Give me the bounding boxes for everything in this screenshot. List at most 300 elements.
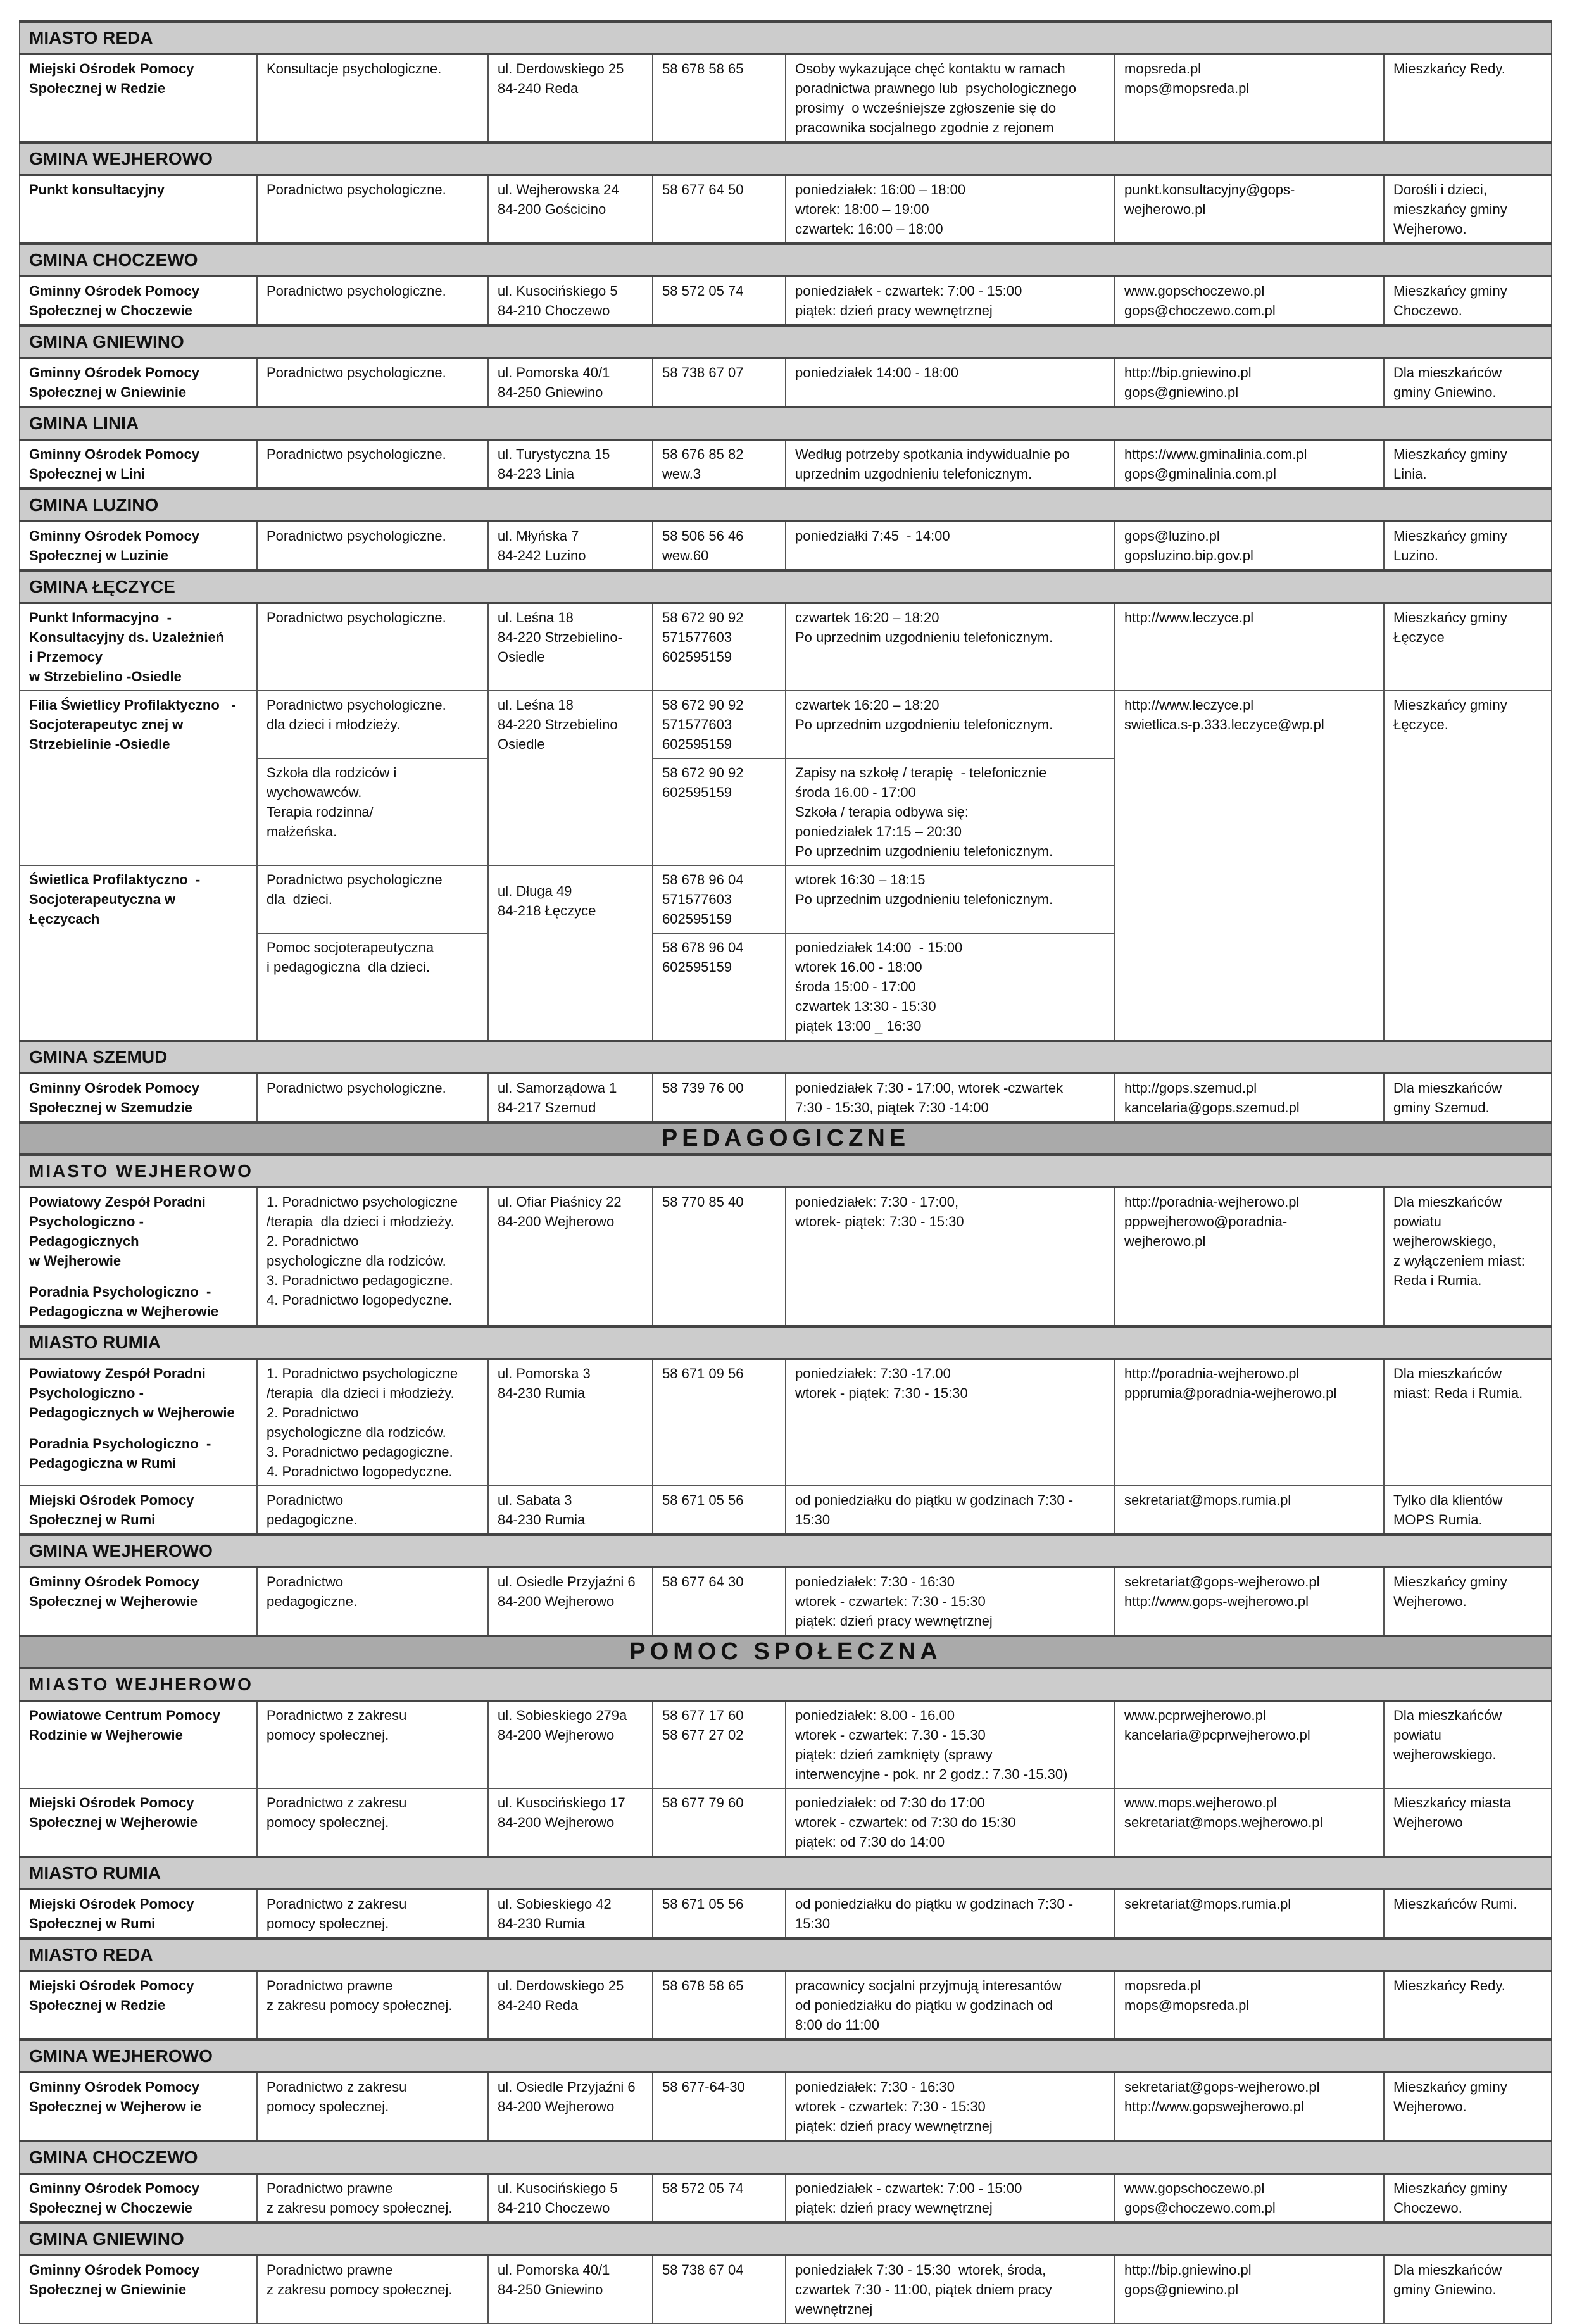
cell-line: Poradnictwo psychologiczne. xyxy=(267,283,446,299)
region-header: GMINA LUZINO xyxy=(20,489,1552,522)
cell-line: Miejski Ośrodek Pomocy xyxy=(29,1492,194,1508)
cell-line[interactable]: mopsreda.pl xyxy=(1124,1978,1202,1994)
cell-line[interactable]: gops@luzino.pl xyxy=(1124,528,1220,544)
cell-line[interactable]: http://poradnia-wejherowo.pl xyxy=(1124,1366,1300,1381)
cell-line: psychologiczne dla rodziców. xyxy=(267,1253,446,1269)
address-cell xyxy=(488,2174,653,2223)
cell-line[interactable]: sekretariat@gops-wejherowo.pl xyxy=(1124,1574,1320,1590)
cell-line[interactable]: swietlica.s-p.333.leczyce@wp.pl xyxy=(1124,717,1324,732)
cell-line: Mieszkańcy Redy. xyxy=(1393,1978,1505,1994)
cell-line[interactable]: https://www.gminalinia.com.pl xyxy=(1124,446,1307,462)
cell-line: 84-218 Łęczyce xyxy=(498,903,596,919)
cell-line: ul. Kusocińskiego 5 xyxy=(498,283,618,299)
institution-name-cell xyxy=(20,691,257,865)
hours-cell xyxy=(786,1188,1115,1327)
hours-cell xyxy=(786,1359,1115,1486)
cell-line: 84-220 Strzebielino xyxy=(498,717,618,732)
table-row xyxy=(20,2174,1552,2223)
cell-line: Poradnictwo psychologiczne. xyxy=(267,446,446,462)
cell-line: Osiedle xyxy=(498,736,545,752)
institution-name-cell xyxy=(20,1359,257,1486)
cell-line: poniedziałek - czwartek: 7:00 - 15:00 xyxy=(795,283,1022,299)
region-header: GMINA GNIEWINO xyxy=(20,325,1552,358)
target-group-cell xyxy=(1384,691,1552,1041)
region-header-row xyxy=(20,325,1552,358)
cell-line: Społecznej w Wejherowie xyxy=(29,1814,198,1830)
hours-cell xyxy=(786,54,1115,143)
cell-line: 3. Poradnictwo pedagogiczne. xyxy=(267,1444,453,1460)
cell-line[interactable]: www.pcprwejherowo.pl xyxy=(1124,1707,1266,1723)
address-cell xyxy=(488,175,653,244)
cell-line: ul. Młyńska 7 xyxy=(498,528,579,544)
cell-line[interactable]: http://www.leczyce.pl xyxy=(1124,697,1254,713)
cell-line: 84-250 Gniewino xyxy=(498,2282,603,2297)
cell-line: Terapia rodzinna/ xyxy=(267,804,374,820)
contact-cell xyxy=(1115,2256,1384,2324)
target-group-cell xyxy=(1384,277,1552,326)
cell-line: Poradnictwo z zakresu xyxy=(267,1896,407,1912)
cell-line: Mieszkańcy gminy xyxy=(1393,1574,1507,1590)
cell-line[interactable]: mops@mopsreda.pl xyxy=(1124,1997,1250,2013)
cell-line: wtorek- piątek: 7:30 - 15:30 xyxy=(795,1214,964,1229)
cell-line: z zakresu pomocy społecznej. xyxy=(267,2282,453,2297)
cell-line: ul. Derdowskiego 25 xyxy=(498,1978,624,1994)
cell-line: Pedagogicznych w Wejherowie xyxy=(29,1405,235,1421)
cell-line: 4. Poradnictwo logopedyczne. xyxy=(267,1464,453,1479)
cell-line: Powiatowe Centrum Pomocy xyxy=(29,1707,220,1723)
contact-cell xyxy=(1115,1567,1384,1636)
cell-line: gminy Szemud. xyxy=(1393,1100,1490,1115)
target-group-cell xyxy=(1384,1567,1552,1636)
cell-line: Osoby wykazujące chęć kontaktu w ramach xyxy=(795,61,1065,77)
cell-line: 58 677 17 60 xyxy=(662,1707,744,1723)
cell-line: 58 671 05 56 xyxy=(662,1896,744,1912)
target-group-cell xyxy=(1384,358,1552,408)
cell-line: Pedagogiczna w Rumi xyxy=(29,1455,177,1471)
cell-line: prosimy o wcześniejsze zgłoszenie się do xyxy=(795,100,1057,116)
cell-line[interactable]: http://www.gops-wejherowo.pl xyxy=(1124,1593,1309,1609)
service-type-cell xyxy=(257,1701,488,1789)
section-header-row xyxy=(20,1636,1552,1668)
cell-line: 58 677 79 60 xyxy=(662,1795,744,1811)
cell-line: Powiatowy Zespół Poradni xyxy=(29,1194,206,1210)
cell-line: 58 676 85 82 xyxy=(662,446,744,462)
cell-line: Gminny Ośrodek Pomocy xyxy=(29,1080,199,1096)
cell-line: wtorek 16:30 – 18:15 xyxy=(795,872,926,888)
cell-line: czwartek 16:20 – 18:20 xyxy=(795,610,939,625)
cell-line: Socjoterapeutyc znej w xyxy=(29,717,184,732)
phone-cell xyxy=(653,2256,786,2324)
cell-line: poniedziałek: 7:30 - 16:30 xyxy=(795,1574,955,1590)
cell-line: Luzino. xyxy=(1393,548,1438,563)
cell-line: 84-240 Reda xyxy=(498,1997,579,2013)
cell-line[interactable]: sekretariat@mops.rumia.pl xyxy=(1124,1896,1291,1912)
phone-cell xyxy=(653,1701,786,1789)
institution-name-cell xyxy=(20,1971,257,2040)
service-type-cell xyxy=(257,1567,488,1636)
cell-line: Mieszkańcy gminy xyxy=(1393,610,1507,625)
cell-line: piątek: dzień zamknięty (sprawy xyxy=(795,1747,993,1762)
cell-line[interactable]: sekretariat@mops.wejherowo.pl xyxy=(1124,1814,1323,1830)
cell-line: 58 678 96 04 xyxy=(662,939,744,955)
service-type-cell xyxy=(257,1486,488,1535)
cell-line: piątek: dzień pracy wewnętrznej xyxy=(795,2118,993,2134)
cell-line: czwartek 16:20 – 18:20 xyxy=(795,697,939,713)
cell-line: 15:30 xyxy=(795,1512,831,1528)
cell-line: poniedziałek - czwartek: 7:00 - 15:00 xyxy=(795,2180,1022,2196)
cell-line: 58 572 05 74 xyxy=(662,283,744,299)
cell-line[interactable]: www.mops.wejherowo.pl xyxy=(1124,1795,1277,1811)
cell-line: 58 678 58 65 xyxy=(662,61,744,77)
cell-line: Dorośli i dzieci, xyxy=(1393,182,1487,198)
cell-line: miast: Reda i Rumia. xyxy=(1393,1385,1523,1401)
cell-line: 84-242 Luzino xyxy=(498,548,586,563)
cell-line: Po uprzednim uzgodnieniu telefonicznym. xyxy=(795,891,1053,907)
table-row xyxy=(20,277,1552,326)
service-type-cell xyxy=(257,2256,488,2324)
cell-line: 58 672 90 92 xyxy=(662,765,744,781)
hours-cell xyxy=(786,603,1115,691)
cell-line: od poniedziałku do piątku w godzinach od xyxy=(795,1997,1053,2013)
target-group-cell xyxy=(1384,1971,1552,2040)
table-row xyxy=(20,2256,1552,2324)
cell-line: ul. Kusocińskiego 17 xyxy=(498,1795,625,1811)
service-type-cell xyxy=(257,358,488,408)
address-cell xyxy=(488,2073,653,2142)
cell-line: Mieszkańcy Redy. xyxy=(1393,61,1505,77)
cell-line[interactable]: http://poradnia-wejherowo.pl xyxy=(1124,1194,1300,1210)
phone-cell xyxy=(653,2174,786,2223)
institution-name-cell xyxy=(20,1486,257,1535)
cell-line: Społecznej w Rumi xyxy=(29,1916,156,1931)
cell-line: Punkt Informacyjno - xyxy=(29,610,172,625)
institution-name-cell xyxy=(20,2256,257,2324)
phone-cell xyxy=(653,865,786,933)
cell-line xyxy=(29,1423,248,1434)
institution-name-cell xyxy=(20,522,257,571)
cell-line: wtorek - czwartek: 7:30 - 15:30 xyxy=(795,2099,986,2114)
cell-line: 84-230 Rumia xyxy=(498,1512,586,1528)
cell-line: 58 738 67 04 xyxy=(662,2262,744,2278)
cell-line: Według potrzeby spotkania indywidualnie po xyxy=(795,446,1070,462)
cell-line: Linia. xyxy=(1393,466,1427,482)
cell-line: wejherowskiego, xyxy=(1393,1233,1497,1249)
cell-line: Gminny Ośrodek Pomocy xyxy=(29,2180,199,2196)
cell-line[interactable]: sekretariat@mops.rumia.pl xyxy=(1124,1492,1291,1508)
region-header: GMINA CHOCZEWO xyxy=(20,2141,1552,2174)
cell-line: poniedziałek 17:15 – 20:30 xyxy=(795,824,962,839)
cell-line: Psychologiczno - xyxy=(29,1385,144,1401)
section-title: PEDAGOGICZNE xyxy=(20,1122,1552,1155)
cell-line: 602595159 xyxy=(662,649,732,665)
hours-cell xyxy=(786,1567,1115,1636)
service-type-cell xyxy=(257,2073,488,2142)
cell-line: 602595159 xyxy=(662,911,732,927)
phone-cell xyxy=(653,277,786,326)
contact-cell xyxy=(1115,691,1384,1041)
cell-line: poradnictwa prawnego lub psychologicznego xyxy=(795,80,1076,96)
cell-line: Dla mieszkańców xyxy=(1393,1707,1502,1723)
cell-line[interactable]: gops@gminalinia.com.pl xyxy=(1124,466,1277,482)
institution-name-cell xyxy=(20,175,257,244)
cell-line: 1. Poradnictwo psychologiczne xyxy=(267,1194,458,1210)
cell-line[interactable]: kancelaria@pcprwejherowo.pl xyxy=(1124,1727,1310,1743)
contact-cell xyxy=(1115,2073,1384,2142)
cell-line[interactable]: http://www.gopswejherowo.pl xyxy=(1124,2099,1304,2114)
cell-line: poniedziałek: od 7:30 do 17:00 xyxy=(795,1795,985,1811)
cell-line: Pedagogiczna w Wejherowie xyxy=(29,1303,219,1319)
contact-cell xyxy=(1115,1486,1384,1535)
hours-cell xyxy=(786,175,1115,244)
cell-line: piątek: od 7:30 do 14:00 xyxy=(795,1834,945,1850)
contact-cell xyxy=(1115,1788,1384,1857)
cell-line: ul. Pomorska 40/1 xyxy=(498,2262,610,2278)
cell-line[interactable]: gops@gniewino.pl xyxy=(1124,2282,1239,2297)
cell-line[interactable]: www.gopschoczewo.pl xyxy=(1124,2180,1265,2196)
target-group-cell xyxy=(1384,1486,1552,1535)
cell-line: wewnętrznej xyxy=(795,2301,873,2317)
cell-line: Społecznej w Lini xyxy=(29,466,146,482)
hours-cell xyxy=(786,277,1115,326)
contact-cell xyxy=(1115,522,1384,571)
cell-line: 58 572 05 74 xyxy=(662,2180,744,2196)
table-row xyxy=(20,1890,1552,1939)
cell-line: Poradnia Psychologiczno - xyxy=(29,1436,211,1452)
cell-line: ul. Osiedle Przyjaźni 6 xyxy=(498,1574,636,1590)
region-header: GMINA WEJHEROWO xyxy=(20,2040,1552,2073)
phone-cell xyxy=(653,358,786,408)
cell-line: 15:30 xyxy=(795,1916,831,1931)
address-cell xyxy=(488,1359,653,1486)
table-row xyxy=(20,1074,1552,1123)
service-type-cell xyxy=(257,1788,488,1857)
contact-cell xyxy=(1115,603,1384,691)
address-cell xyxy=(488,691,653,865)
cell-line[interactable]: http://bip.gniewino.pl xyxy=(1124,2262,1252,2278)
cell-line: Mieszkańcy gminy xyxy=(1393,446,1507,462)
institution-name-cell xyxy=(20,1788,257,1857)
cell-line: 602595159 xyxy=(662,736,732,752)
cell-line: Społecznej w Choczewie xyxy=(29,2200,192,2216)
region-header-row xyxy=(20,1938,1552,1971)
institution-name-cell xyxy=(20,1188,257,1327)
region-header-row xyxy=(20,1857,1552,1890)
region-header: MIASTO REDA xyxy=(20,22,1552,54)
cell-line: czwartek: 16:00 – 18:00 xyxy=(795,221,943,237)
cell-line: wtorek: 18:00 – 19:00 xyxy=(795,201,929,217)
cell-line: 84-210 Choczewo xyxy=(498,303,610,318)
cell-line: 58 672 90 92 xyxy=(662,697,744,713)
cell-line: Punkt konsultacyjny xyxy=(29,182,165,198)
cell-line[interactable]: sekretariat@gops-wejherowo.pl xyxy=(1124,2079,1320,2095)
cell-line: 1. Poradnictwo psychologiczne xyxy=(267,1366,458,1381)
region-header-row xyxy=(20,2223,1552,2256)
target-group-cell xyxy=(1384,1701,1552,1789)
cell-line: 84-217 Szemud xyxy=(498,1100,596,1115)
institution-name-cell xyxy=(20,1701,257,1789)
cell-line: Poradnictwo z zakresu xyxy=(267,1795,407,1811)
cell-line[interactable]: wejherowo.pl xyxy=(1124,1233,1206,1249)
service-type-cell xyxy=(257,1074,488,1123)
hours-cell xyxy=(786,758,1115,865)
phone-cell xyxy=(653,1359,786,1486)
region-header-row xyxy=(20,142,1552,175)
cell-line: Poradnictwo xyxy=(267,1574,344,1590)
target-group-cell xyxy=(1384,1359,1552,1486)
region-header-row xyxy=(20,1155,1552,1188)
cell-line: Wejherowo. xyxy=(1393,2099,1467,2114)
cell-line: małżeńska. xyxy=(267,824,337,839)
cell-line: i Przemocy xyxy=(29,649,103,665)
cell-line: dla dzieci. xyxy=(267,891,332,907)
hours-cell xyxy=(786,358,1115,408)
region-header-row xyxy=(20,1326,1552,1359)
cell-line: Poradnictwo psychologiczne. xyxy=(267,365,446,380)
cell-line: ul. Sobieskiego 279a xyxy=(498,1707,627,1723)
table-row xyxy=(20,1567,1552,1636)
cell-line: MOPS Rumia. xyxy=(1393,1512,1483,1528)
cell-line: Społecznej w Gniewinie xyxy=(29,2282,187,2297)
cell-line: gminy Gniewino. xyxy=(1393,2282,1497,2297)
cell-line[interactable]: gopsluzino.bip.gov.pl xyxy=(1124,548,1253,563)
cell-line: Miejski Ośrodek Pomocy xyxy=(29,61,194,77)
institution-name-cell xyxy=(20,2073,257,2142)
service-type-cell xyxy=(257,175,488,244)
contact-cell xyxy=(1115,358,1384,408)
cell-line: 84-240 Reda xyxy=(498,80,579,96)
cell-line: Wejherowo xyxy=(1393,1814,1463,1830)
phone-cell xyxy=(653,691,786,758)
cell-line[interactable]: http://www.leczyce.pl xyxy=(1124,610,1254,625)
cell-line[interactable]: www.gopschoczewo.pl xyxy=(1124,283,1265,299)
cell-line: Mieszkańcy gminy xyxy=(1393,528,1507,544)
cell-line: środa 16.00 - 17:00 xyxy=(795,784,916,800)
cell-line[interactable]: wejherowo.pl xyxy=(1124,201,1206,217)
cell-line[interactable]: mops@mopsreda.pl xyxy=(1124,80,1250,96)
hours-cell xyxy=(786,2256,1115,2324)
cell-line: ul. Turystyczna 15 xyxy=(498,446,610,462)
cell-line: Gminny Ośrodek Pomocy xyxy=(29,283,199,299)
cell-line: od poniedziałku do piątku w godzinach 7:30 - xyxy=(795,1896,1074,1912)
cell-line: Społecznej w Luzinie xyxy=(29,548,169,563)
cell-line: Gminny Ośrodek Pomocy xyxy=(29,528,199,544)
cell-line[interactable]: http://gops.szemud.pl xyxy=(1124,1080,1257,1096)
service-type-cell xyxy=(257,865,488,933)
cell-line: Po uprzednim uzgodnieniu telefonicznym. xyxy=(795,629,1053,645)
target-group-cell xyxy=(1384,1188,1552,1327)
table-row xyxy=(20,1971,1552,2040)
phone-cell xyxy=(653,603,786,691)
cell-line: Gminny Ośrodek Pomocy xyxy=(29,1574,199,1590)
cell-line: i pedagogiczna dla dzieci. xyxy=(267,959,430,975)
cell-line: pomocy społecznej. xyxy=(267,1814,389,1830)
cell-line[interactable]: ppprumia@poradnia-wejherowo.pl xyxy=(1124,1385,1337,1401)
cell-line: ul. Ofiar Piaśnicy 22 xyxy=(498,1194,622,1210)
address-cell xyxy=(488,603,653,691)
region-header: GMINA WEJHEROWO xyxy=(20,1535,1552,1567)
directory-document xyxy=(19,20,1551,2324)
institution-name-cell xyxy=(20,865,257,1041)
cell-line: wtorek - czwartek: 7:30 - 15:30 xyxy=(795,1593,986,1609)
cell-line: powiatu xyxy=(1393,1214,1441,1229)
region-header-row xyxy=(20,570,1552,603)
cell-line: ul. Osiedle Przyjaźni 6 xyxy=(498,2079,636,2095)
contact-cell xyxy=(1115,440,1384,489)
cell-line: poniedziałek 7:30 - 17:00, wtorek -czwartek xyxy=(795,1080,1064,1096)
service-type-cell xyxy=(257,277,488,326)
cell-line: Poradnictwo psychologiczne. xyxy=(267,697,446,713)
cell-line[interactable]: gops@choczewo.com.pl xyxy=(1124,2200,1276,2216)
target-group-cell xyxy=(1384,2174,1552,2223)
address-cell xyxy=(488,1890,653,1939)
cell-line: pedagogiczne. xyxy=(267,1593,358,1609)
hours-cell xyxy=(786,865,1115,933)
hours-cell xyxy=(786,2073,1115,2142)
cell-line: wychowawców. xyxy=(267,784,362,800)
cell-line: Poradnictwo prawne xyxy=(267,2180,393,2196)
cell-line: Mieszkańcy gminy xyxy=(1393,283,1507,299)
cell-line[interactable]: pppwejherowo@poradnia- xyxy=(1124,1214,1288,1229)
phone-cell xyxy=(653,2073,786,2142)
cell-line[interactable]: kancelaria@gops.szemud.pl xyxy=(1124,1100,1300,1115)
cell-line: Dla mieszkańców xyxy=(1393,1194,1502,1210)
cell-line: Choczewo. xyxy=(1393,2200,1462,2216)
cell-line[interactable]: gops@gniewino.pl xyxy=(1124,384,1239,400)
cell-line: 84-220 Strzebielino- xyxy=(498,629,622,645)
cell-line: piątek 13:00 _ 16:30 xyxy=(795,1018,922,1034)
cell-line: ul. Pomorska 3 xyxy=(498,1366,591,1381)
table-row xyxy=(20,691,1552,758)
cell-line: Gminny Ośrodek Pomocy xyxy=(29,2079,199,2095)
target-group-cell xyxy=(1384,2256,1552,2324)
target-group-cell xyxy=(1384,1788,1552,1857)
cell-line: poniedziałek 14:00 - 15:00 xyxy=(795,939,963,955)
cell-line: od poniedziałku do piątku w godzinach 7:30 - xyxy=(795,1492,1074,1508)
cell-line[interactable]: mopsreda.pl xyxy=(1124,61,1202,77)
cell-line: Gminny Ośrodek Pomocy xyxy=(29,365,199,380)
service-type-cell xyxy=(257,54,488,143)
address-cell xyxy=(488,522,653,571)
cell-line: /terapia dla dzieci i młodzieży. xyxy=(267,1385,455,1401)
region-header: GMINA ŁĘCZYCE xyxy=(20,570,1552,603)
cell-line[interactable]: punkt.konsultacyjny@gops- xyxy=(1124,182,1295,198)
cell-line: czwartek 7:30 - 11:00, piątek dniem pracy xyxy=(795,2282,1052,2297)
cell-line: 84-250 Gniewino xyxy=(498,384,603,400)
cell-line: ul. Leśna 18 xyxy=(498,610,574,625)
service-type-cell xyxy=(257,1359,488,1486)
cell-line: Poradnictwo z zakresu xyxy=(267,2079,407,2095)
cell-line: wew.60 xyxy=(662,548,709,563)
institution-name-cell xyxy=(20,1074,257,1123)
cell-line: Poradnictwo xyxy=(267,1492,344,1508)
region-header-row xyxy=(20,1668,1552,1701)
contact-cell xyxy=(1115,277,1384,326)
cell-line: pedagogiczne. xyxy=(267,1512,358,1528)
cell-line: Dla mieszkańców xyxy=(1393,2262,1502,2278)
cell-line: Dla mieszkańców xyxy=(1393,1366,1502,1381)
table-row xyxy=(20,440,1552,489)
cell-line: ul. Leśna 18 xyxy=(498,697,574,713)
cell-line: 58 677 64 30 xyxy=(662,1574,744,1590)
cell-line: gminy Gniewino. xyxy=(1393,384,1497,400)
cell-line: Po uprzednim uzgodnieniu telefonicznym. xyxy=(795,717,1053,732)
cell-line: Społecznej w Rumi xyxy=(29,1512,156,1528)
table-row xyxy=(20,1788,1552,1857)
cell-line[interactable]: gops@choczewo.com.pl xyxy=(1124,303,1276,318)
target-group-cell xyxy=(1384,2073,1552,2142)
cell-line: 84-200 Wejherowo xyxy=(498,2099,615,2114)
cell-line[interactable]: http://bip.gniewino.pl xyxy=(1124,365,1252,380)
